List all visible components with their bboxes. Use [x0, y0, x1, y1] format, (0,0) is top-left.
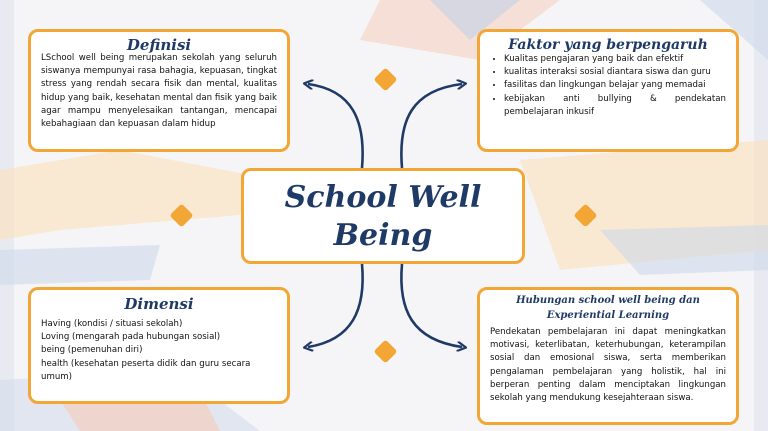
center-title-line1: School Well	[284, 180, 482, 215]
dimensi-line: Loving (mengarah pada hubungan sosial)	[41, 332, 221, 343]
arrow-to-hubungan	[401, 264, 462, 347]
faktor-item: • kebijakan anti bullying & pendekatan pembelajaran inkusif	[504, 93, 726, 119]
hubungan-title-line1: Hubungan school well being dan	[516, 295, 700, 306]
arrow-to-faktor	[401, 84, 462, 168]
definisi-text: LSchool well being merupakan sekolah yang seluruh siswanya mempunyai rasa bahagia, kepuasan, tingkat stress yang rendah secara fisik dan mental, kualitas hidup yang baik, kesehatan mental dan fisik yang baik agar mampu menyelesaikan tantangan, mencapai kebahagiaan dan kepuasan dalam hidup	[41, 53, 277, 130]
hubungan-title-line2: Experiential Learning	[546, 310, 670, 321]
faktor-box	[477, 29, 739, 152]
center-box	[241, 168, 525, 264]
faktor-list	[490, 53, 726, 119]
center-title-line2: Being	[333, 218, 433, 253]
dimensi-line: being (pemenuhan diri)	[41, 345, 143, 356]
definisi-title: Definisi	[126, 36, 192, 54]
hubungan-text: Pendekatan pembelajaran ini dapat meningkatkan motivasi, keterlibatan, keterhubungan, keterampilan sosial dan emosional siswa, serta memberikan pengalaman pembelajaran yang holistik, hal ini berperan penting dalam menciptakan lingkungan sekolah yang mendukung kesejahteraan siswa.	[490, 327, 726, 404]
faktor-item: • fasilitas dan lingkungan belajar yang memadai	[504, 79, 726, 92]
faktor-item: • kualitas interaksi sosial diantara siswa dan guru	[504, 66, 726, 79]
hubungan-box	[477, 287, 739, 425]
definisi-box	[28, 29, 290, 152]
dimensi-line: Having (kondisi / situasi sekolah)	[41, 319, 183, 329]
dimensi-title: Dimensi	[124, 295, 194, 313]
faktor-item: • Kualitas pengajaran yang baik dan efektif	[504, 53, 726, 66]
faktor-title: Faktor yang berpengaruh	[508, 37, 708, 53]
arrow-to-dimensi	[308, 264, 363, 347]
dimensi-box	[28, 287, 290, 404]
arrow-to-definisi	[308, 84, 363, 168]
dimensi-line: health (kesehatan peserta didik dan guru secara umum)	[41, 358, 251, 382]
